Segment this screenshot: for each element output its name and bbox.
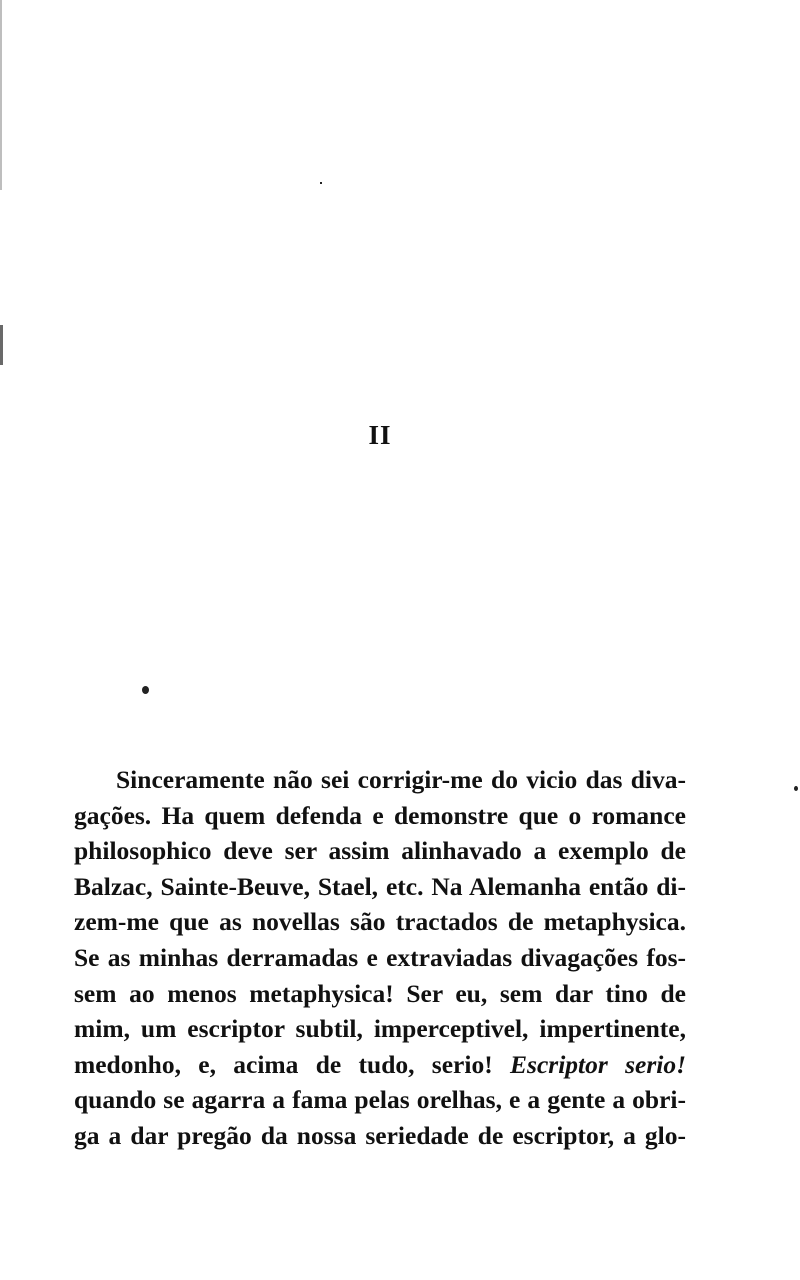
text-line: quando se agarra a fama pelas orelhas, e a gente a obri- [74,1085,686,1115]
scan-edge-mark [0,0,2,190]
text-line: zem-me que as novellas são tractados de metaphysica. [74,907,686,937]
text-line: Se as minhas derramadas e extraviadas divagações fos- [74,942,686,972]
text-line: sem ao menos metaphysica! Ser eu, sem dar tino de [74,978,686,1008]
ink-dot [320,182,322,184]
italic-phrase: Escriptor serio! [510,1049,687,1079]
ink-dot [142,686,149,694]
text-line: philosophico deve ser assim alinhavado a exemplo de [74,836,686,866]
text-line: Balzac, Sainte-Beuve, Stael, etc. Na Alemanha então di- [74,871,686,901]
ink-dot [794,786,798,791]
text-line: ga a dar pregão da nossa seriedade de escriptor, a glo- [74,1120,686,1150]
text-line-start: medonho, e, acima de tudo, serio! [74,1049,493,1079]
text-line: Sinceramente não sei corrigir-me do vicio das diva- [116,765,686,794]
text-line: gações. Ha quem defenda e demonstre que o romance [74,800,686,830]
text-line: mim, um escriptor subtil, imperceptivel, impertinente, [74,1014,686,1044]
text-line-with-italic [74,1047,686,1083]
scan-edge-mark [0,325,3,365]
body-text [74,762,686,1154]
chapter-heading: II [368,420,392,450]
